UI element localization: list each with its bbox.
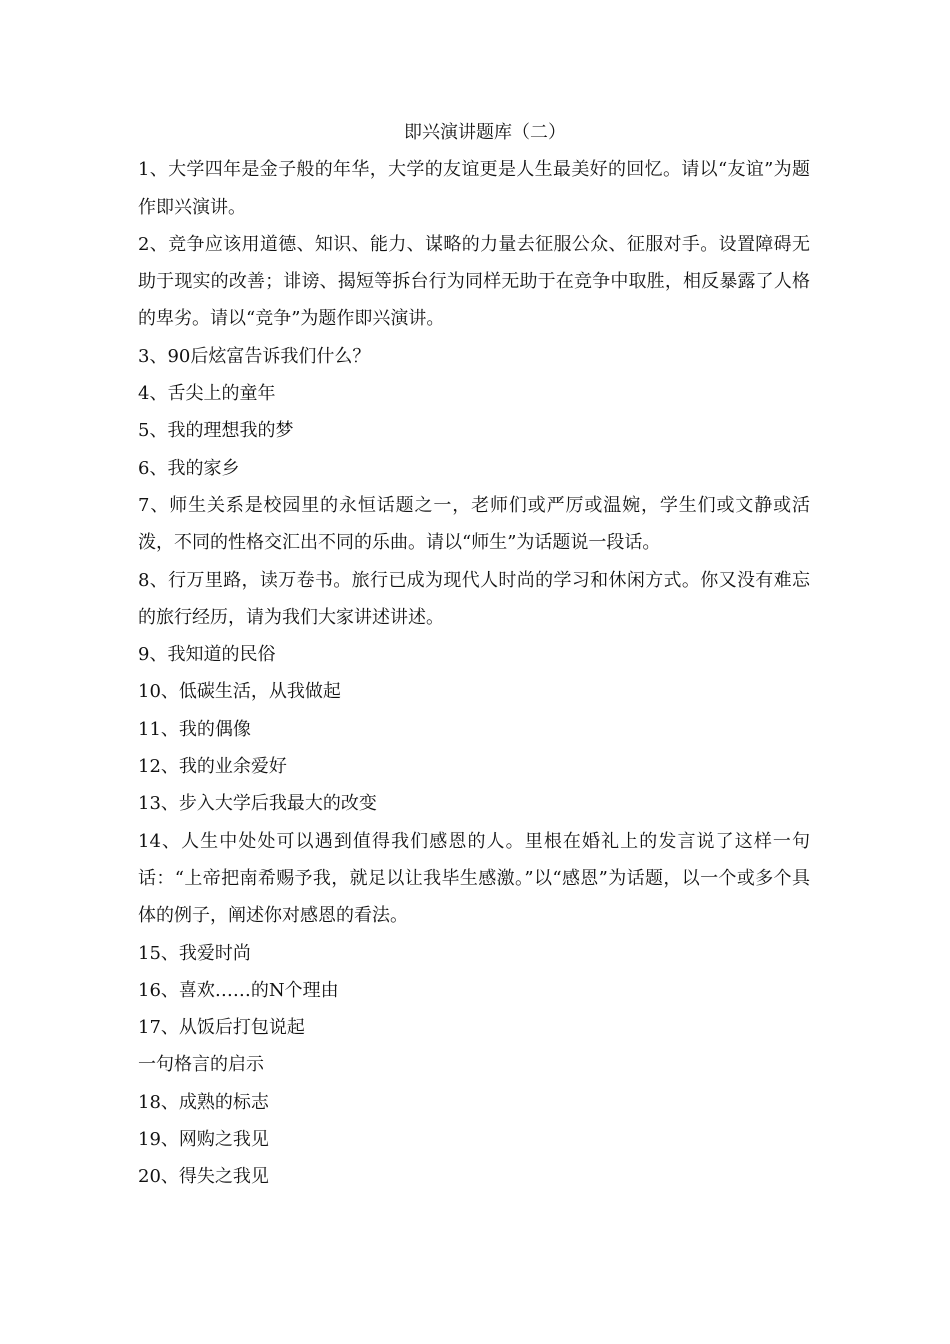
topic-item-18: 18、成熟的标志	[138, 1091, 269, 1113]
topic-item-13: 13、步入大学后我最大的改变	[138, 793, 377, 815]
topic-item-10: 10、低碳生活，从我做起	[138, 681, 341, 703]
topic-item-7: 7、师生关系是校园里的永恒话题之一，老师们或严厉或温婉，学生们或文静或活泼，不同的性格交汇出不同的乐曲。请以“师生”为话题说一段话。	[138, 494, 810, 554]
topic-item-1: 1、大学四年是金子般的年华，大学的友谊更是人生最美好的回忆。请以“友谊”为题作即兴演讲。	[138, 159, 810, 218]
topic-item-5: 5、我的理想我的梦	[138, 420, 294, 442]
topic-item-3: 3、90后炫富告诉我们什么？	[138, 345, 371, 367]
topic-item-15: 15、我爱时尚	[138, 942, 251, 964]
topic-item-17: 17、从饭后打包说起	[138, 1017, 305, 1039]
topic-item-2: 2、竞争应该用道德、知识、能力、谋略的力量去征服公众、征服对手。设置障碍无助于现实的改善；诽谤、揭短等拆台行为同样无助于在竞争中取胜，相反暴露了人格的卑劣。请以“竞争”为题作即兴演讲。	[138, 233, 810, 330]
document-title: 即兴演讲题库（二）	[404, 122, 566, 143]
topic-item-14: 14、人生中处处可以遇到值得我们感恩的人。里根在婚礼上的发言说了这样一句话：“上帝把南希赐予我，就足以让我毕生感激。”以“感恩”为话题，以一个或多个具体的例子，阐述你对感恩的看法。	[138, 830, 810, 927]
topic-item-16: 16、喜欢……的N个理由	[138, 979, 339, 1001]
topic-item-11: 11、我的偶像	[138, 718, 251, 740]
topic-item-12: 12、我的业余爱好	[138, 756, 287, 778]
topic-item-8: 8、行万里路，读万卷书。旅行已成为现代人时尚的学习和休闲方式。你又没有难忘的旅行经历，请为我们大家讲述讲述。	[138, 569, 810, 628]
topic-item-9: 9、我知道的民俗	[138, 644, 276, 666]
topic-item-4: 4、舌尖上的童年	[138, 383, 276, 405]
document-body	[138, 114, 810, 1196]
topic-item-20: 20、得失之我见	[138, 1166, 269, 1188]
topic-item-unnumbered: 一句格言的启示	[138, 1054, 264, 1076]
topic-item-6: 6、我的家乡	[138, 457, 240, 479]
topic-item-19: 19、网购之我见	[138, 1129, 269, 1151]
